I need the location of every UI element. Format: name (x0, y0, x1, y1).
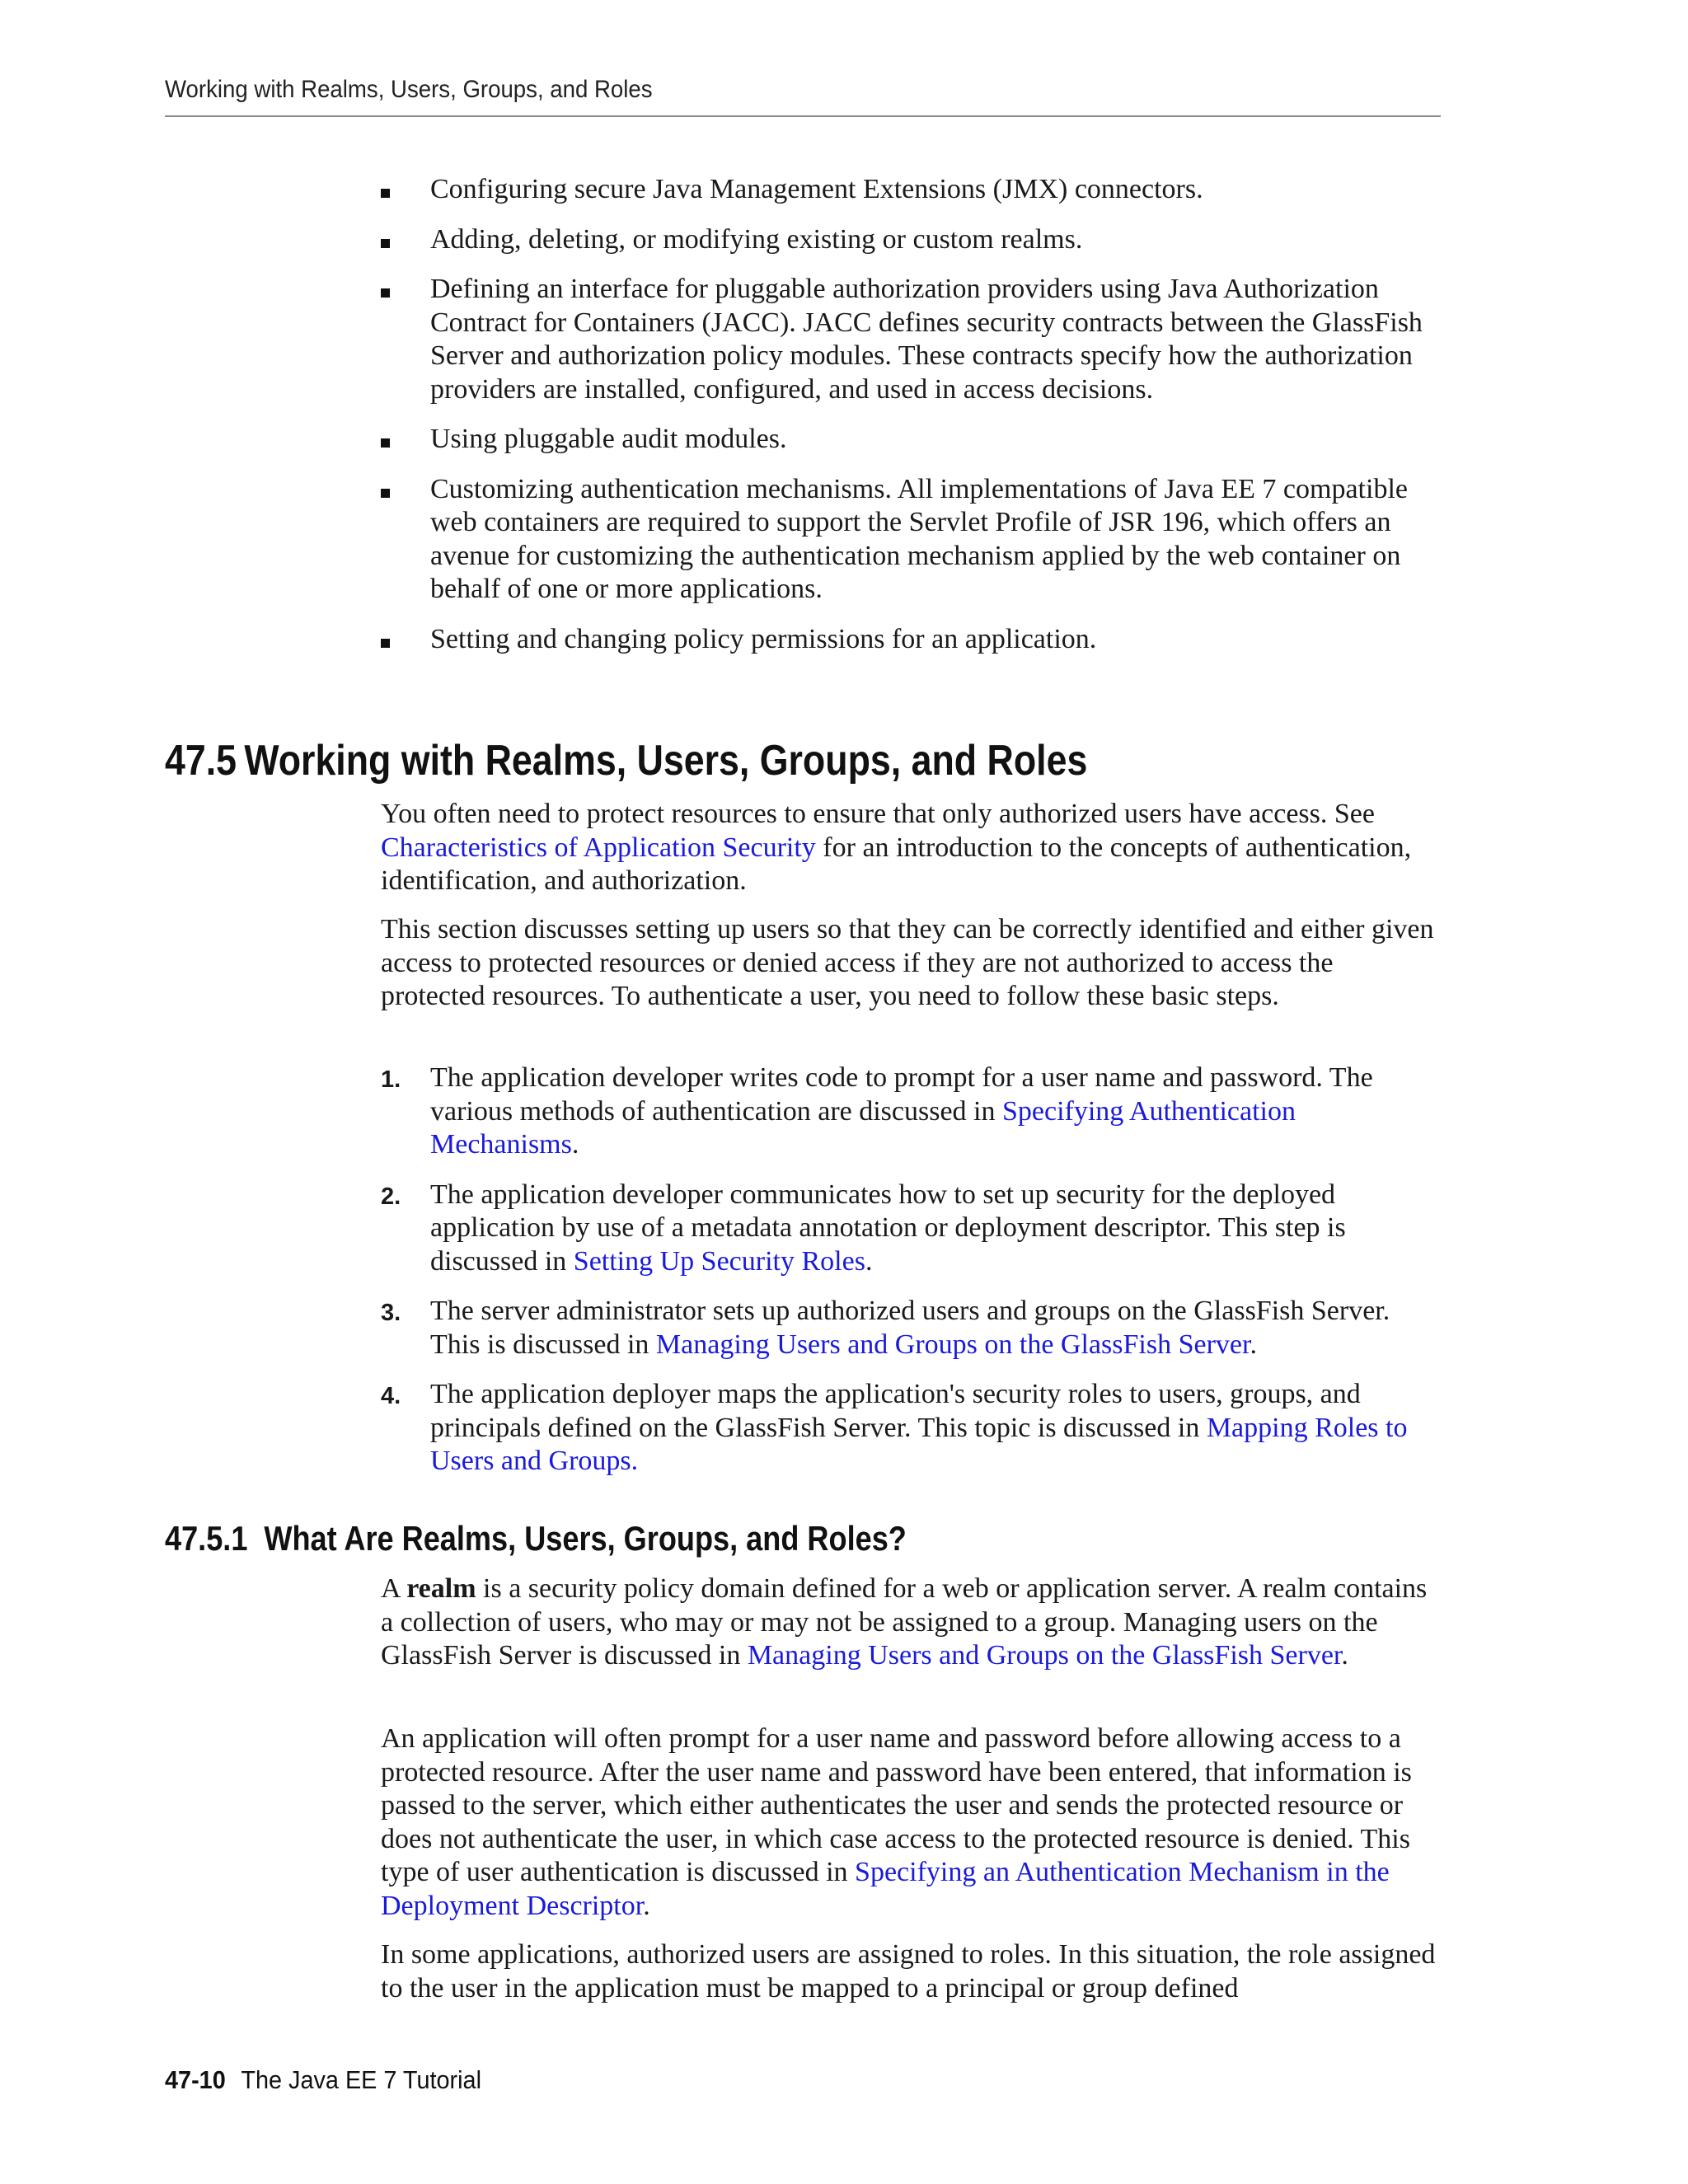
subsection-title: What Are Realms, Users, Groups, and Roles? (264, 1519, 907, 1558)
step-number: 2. (381, 1183, 401, 1210)
step-item: 2. The application developer communicates how to set up security for the deployed application by use of a metadata annotation or deployment descriptor. This step is discussed in Setting Up Security Roles. (381, 1179, 1346, 1277)
bullet-item: Configuring secure Java Management Extensions (JMX) connectors. (381, 173, 1444, 207)
link-managing-users-and-groups[interactable]: Managing Users and Groups on the GlassFish Server (747, 1640, 1342, 1671)
square-bullet-icon (381, 189, 390, 198)
section-number: 47.5 (165, 737, 237, 785)
authentication-paragraph: An application will often prompt for a user name and password before allowing access to a protected resource. After the user name and password have been entered, that information is passed to the server, which either authenticates the user and sends the protected resource or does not authenticate the user, in which case access to the protected resource is denied. This type of user authentication is discussed in Specifying an Authentication Mechanism in the Deployment Descriptor. (381, 1723, 1412, 1921)
feature-bullet-list (381, 173, 1444, 673)
section-title: Working with Realms, Users, Groups, and Roles (244, 737, 1088, 785)
bullet-item: Setting and changing policy permissions for an application. (381, 623, 1444, 657)
square-bullet-icon (381, 239, 390, 248)
square-bullet-icon (381, 288, 390, 298)
roles-paragraph: In some applications, authorized users are assigned to roles. In this situation, the role assigned to the user in the application must be mapped to a principal or group defined (381, 1939, 1436, 2004)
step-item: 1. The application developer writes code to prompt for a user name and password. The various methods of authentication are discussed in Specifying Authentication Mechanisms. (381, 1062, 1373, 1160)
section-intro-paragraph: You often need to protect resources to ensure that only authorized users have access. See Characteristics of Application Security for an introduction to the concepts of authentication, identification, and authorization. (381, 799, 1412, 896)
step-item: 4. The application deployer maps the application's security roles to users, groups, and principals defined on the GlassFish Server. This topic is discussed in Mapping Roles to Users and Groups. (381, 1379, 1408, 1476)
square-bullet-icon (381, 438, 390, 448)
section-heading (165, 736, 1087, 785)
subsection-number: 47.5.1 (165, 1519, 248, 1558)
subsection-heading (165, 1519, 907, 1558)
bullet-item: Defining an interface for pluggable authorization providers using Java Authorization Contract for Containers (JACC). JACC defines security contracts between the GlassFish Server and authorization policy modules. These contracts specify how the authorization providers are installed, configured, and used in access decisions. (381, 273, 1444, 406)
steps-list (381, 1062, 1444, 1495)
link-mapping-roles-to-users-and-groups[interactable]: Mapping Roles to Users and Groups. (430, 1412, 1408, 1476)
square-bullet-icon (381, 639, 390, 648)
step-item: 3. The server administrator sets up authorized users and groups on the GlassFish Server. This is discussed in Managing Users and Groups on the GlassFish Server. (381, 1296, 1390, 1360)
link-specifying-authentication-mechanism-deployment-descriptor[interactable]: Specifying an Authentication Mechanism in the Deployment Descriptor (381, 1857, 1390, 1921)
link-specifying-authentication-mechanisms[interactable]: Specifying Authentication Mechanisms (430, 1095, 1296, 1160)
bullet-item: Using pluggable audit modules. (381, 423, 1444, 457)
square-bullet-icon (381, 489, 390, 498)
term-realm: realm (406, 1573, 476, 1604)
book-title: The Java EE 7 Tutorial (241, 2065, 482, 2094)
link-managing-users-and-groups[interactable]: Managing Users and Groups on the GlassFish Server (655, 1329, 1250, 1360)
step-number: 3. (381, 1300, 401, 1326)
realm-definition-paragraph: A realm is a security policy domain defined for a web or application server. A realm contains a collection of users, who may or may not be assigned to a group. Managing users on the GlassFish Server is discussed in Managing Users and Groups on the GlassFish Server. (381, 1573, 1428, 1671)
running-header: Working with Realms, Users, Groups, and Roles (165, 76, 653, 103)
page-footer (165, 2065, 481, 2095)
section-steps-intro-paragraph: This section discusses setting up users so that they can be correctly identified and either given access to protected resources or denied access if they are not authorized to access the protected resources. To authenticate a user, you need to follow these basic steps. (381, 914, 1434, 1011)
header-rule (165, 115, 1441, 117)
page-number: 47-10 (165, 2065, 226, 2094)
link-characteristics-of-application-security[interactable]: Characteristics of Application Security (381, 832, 816, 863)
bullet-item: Customizing authentication mechanisms. All implementations of Java EE 7 compatible web containers are required to support the Servlet Profile of JSR 196, which offers an avenue for customizing the authentication mechanism applied by the web container on behalf of one or more applications. (381, 473, 1444, 607)
link-setting-up-security-roles[interactable]: Setting Up Security Roles (573, 1245, 865, 1277)
step-number: 4. (381, 1383, 401, 1409)
step-number: 1. (381, 1066, 401, 1093)
bullet-item: Adding, deleting, or modifying existing or custom realms. (381, 223, 1444, 257)
